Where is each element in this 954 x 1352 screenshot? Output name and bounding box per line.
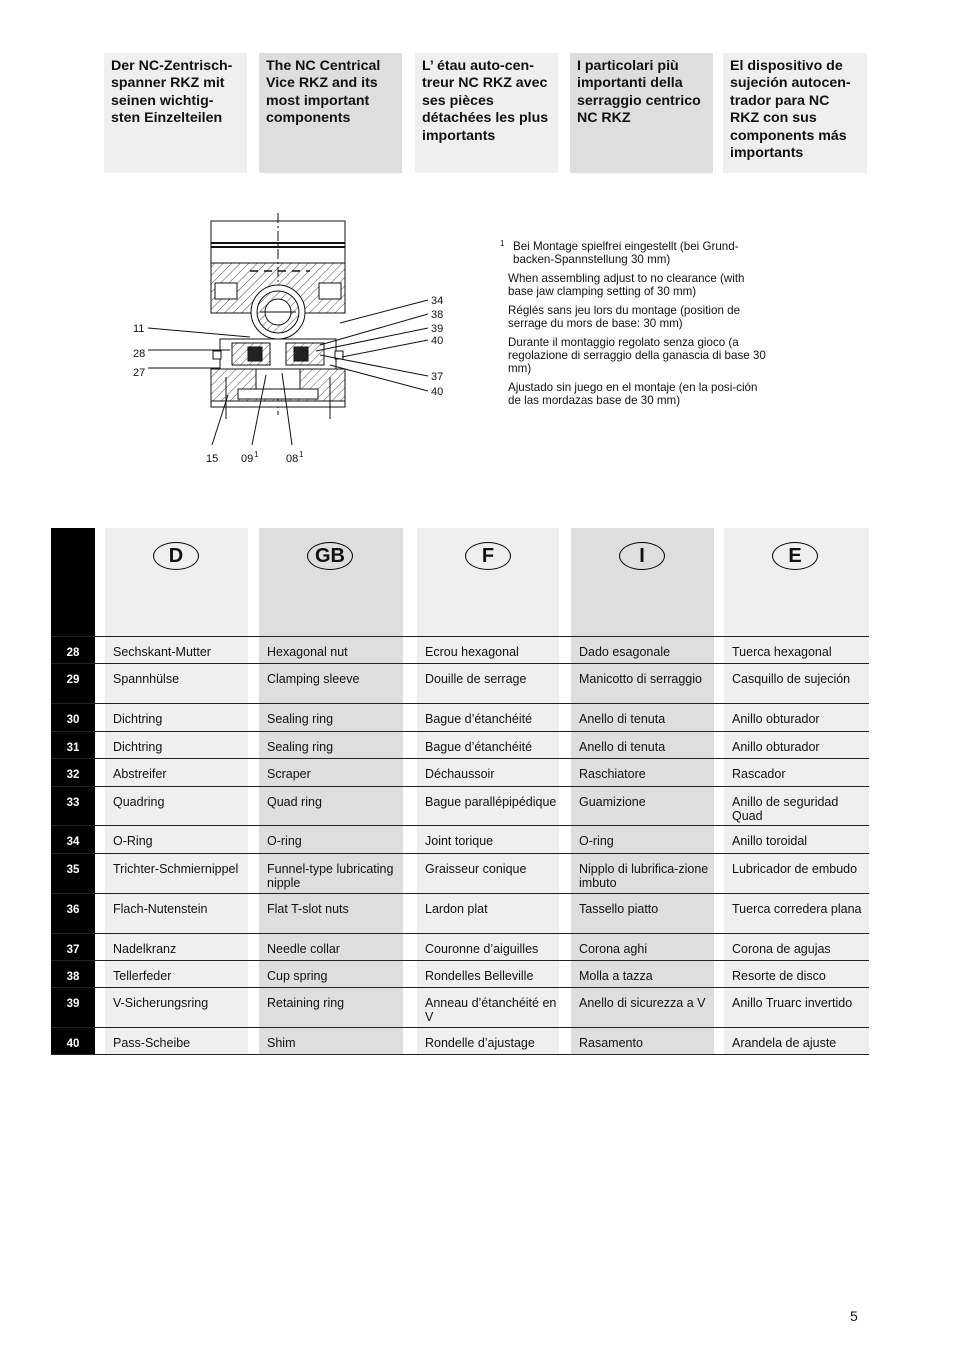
note-es: Ajustado sin juego en el montaje (en la posi-ción de las mordazas base de 30 mm) — [508, 381, 758, 407]
table-row — [51, 933, 869, 960]
part-name-i: Manicotto di serraggio — [571, 664, 714, 703]
label-40a: 40 — [431, 335, 444, 347]
lang-col-e — [724, 528, 869, 636]
part-name-f: Anneau d’étanchéité en V — [417, 988, 559, 1027]
part-name-f: Rondelles Belleville — [417, 961, 559, 987]
label-09: 09 — [241, 453, 254, 465]
part-name-e: Anillo toroidal — [724, 826, 869, 853]
part-name-f: Lardon plat — [417, 894, 559, 933]
part-name-gb: Clamping sleeve — [259, 664, 403, 703]
note-it: Durante il montaggio regolato senza gioco (a regolazione di serraggio della ganascia di base 30 mm) — [508, 336, 766, 375]
part-name-f: Couronne d’aiguilles — [417, 934, 559, 960]
part-name-f: Douille de serrage — [417, 664, 559, 703]
label-27: 27 — [133, 367, 146, 379]
vice-section-drawing — [120, 205, 450, 475]
table-body — [51, 636, 869, 1055]
table-row — [51, 987, 869, 1027]
label-08: 08 — [286, 453, 299, 465]
part-number: 37 — [51, 934, 95, 960]
table-row — [51, 1027, 869, 1055]
part-name-i: Corona aghi — [571, 934, 714, 960]
part-number: 32 — [51, 759, 95, 786]
table-row — [51, 731, 869, 758]
part-name-f: Ecrou hexagonal — [417, 637, 559, 663]
part-name-d: Nadelkranz — [105, 934, 248, 960]
part-name-gb: Hexagonal nut — [259, 637, 403, 663]
part-name-d: Spannhülse — [105, 664, 248, 703]
part-name-e: Anillo de seguridad Quad — [724, 787, 869, 825]
note-mark: 1 — [500, 239, 505, 248]
lang-col-d — [105, 528, 248, 636]
part-number: 38 — [51, 961, 95, 987]
part-number: 36 — [51, 894, 95, 933]
lang-col-gb — [259, 528, 403, 636]
note-de-text: Bei Montage spielfrei eingestellt (bei Grund-backen-Spannstellung 30 mm) — [513, 240, 739, 266]
label-40b: 40 — [431, 386, 444, 398]
part-name-i: Molla a tazza — [571, 961, 714, 987]
table-row — [51, 825, 869, 853]
table-row — [51, 960, 869, 987]
part-name-i: Anello di tenuta — [571, 704, 714, 731]
part-name-d: O-Ring — [105, 826, 248, 853]
part-name-f: Bague d’étanchéité — [417, 704, 559, 731]
part-name-i: Tassello piatto — [571, 894, 714, 933]
part-number: 30 — [51, 704, 95, 731]
part-number: 39 — [51, 988, 95, 1027]
part-name-e: Tuerca hexagonal — [724, 637, 869, 663]
table-row — [51, 758, 869, 786]
part-name-i: Rasamento — [571, 1028, 714, 1054]
part-number: 31 — [51, 732, 95, 758]
part-name-gb: Funnel-type lubricating nipple — [259, 854, 403, 893]
part-name-d: Tellerfeder — [105, 961, 248, 987]
table-row — [51, 893, 869, 933]
lang-badge-f: F — [465, 542, 511, 570]
lang-badge-d: D — [153, 542, 199, 570]
part-name-gb: Quad ring — [259, 787, 403, 825]
lang-badge-i: I — [619, 542, 665, 570]
part-name-d: Dichtring — [105, 732, 248, 758]
heading-fr: L’ étau auto-cen-treur NC RKZ avec ses pièces détachées les plus importants — [415, 53, 558, 173]
label-37: 37 — [431, 371, 444, 383]
note-fr: Réglés sans jeu lors du montage (position de serrage du mors de base: 30 mm) — [508, 304, 741, 330]
part-name-e: Rascador — [724, 759, 869, 786]
part-name-e: Anillo Truarc invertido — [724, 988, 869, 1027]
footnotes — [500, 240, 770, 413]
part-name-i: Guamizione — [571, 787, 714, 825]
part-name-gb: Retaining ring — [259, 988, 403, 1027]
part-name-d: V-Sicherungsring — [105, 988, 248, 1027]
part-name-gb: O-ring — [259, 826, 403, 853]
part-number: 40 — [51, 1028, 95, 1054]
part-name-e: Casquillo de sujeción — [724, 664, 869, 703]
part-name-gb: Scraper — [259, 759, 403, 786]
part-name-e: Anillo obturador — [724, 732, 869, 758]
label-34: 34 — [431, 295, 444, 307]
part-name-i: Raschiatore — [571, 759, 714, 786]
part-number: 35 — [51, 854, 95, 893]
part-name-d: Trichter-Schmiernippel — [105, 854, 248, 893]
part-name-i: Nipplo di lubrifica-zione imbuto — [571, 854, 714, 893]
part-name-e: Resorte de disco — [724, 961, 869, 987]
part-name-f: Rondelle d’ajustage — [417, 1028, 559, 1054]
lang-badge-gb: GB — [307, 542, 353, 570]
part-name-f: Graisseur conique — [417, 854, 559, 893]
parts-table — [51, 528, 869, 1055]
part-name-gb: Shim — [259, 1028, 403, 1054]
part-name-d: Pass-Scheibe — [105, 1028, 248, 1054]
part-name-f: Déchaussoir — [417, 759, 559, 786]
lang-col-i — [571, 528, 714, 636]
table-header — [51, 528, 869, 636]
label-09-mark: 1 — [254, 450, 259, 459]
part-number: 29 — [51, 664, 95, 703]
part-name-d: Sechskant-Mutter — [105, 637, 248, 663]
part-name-i: Anello di sicurezza a V — [571, 988, 714, 1027]
part-name-d: Abstreifer — [105, 759, 248, 786]
heading-es: El dispositivo de sujeción autocen-trador para NC RKZ con sus components más importants — [723, 53, 867, 173]
lang-col-f — [417, 528, 559, 636]
part-number: 33 — [51, 787, 95, 825]
part-name-d: Quadring — [105, 787, 248, 825]
label-28: 28 — [133, 348, 146, 360]
part-number: 28 — [51, 637, 95, 663]
part-name-gb: Needle collar — [259, 934, 403, 960]
label-38: 38 — [431, 309, 444, 321]
part-name-gb: Cup spring — [259, 961, 403, 987]
part-name-gb: Sealing ring — [259, 704, 403, 731]
table-row — [51, 636, 869, 663]
part-name-e: Corona de agujas — [724, 934, 869, 960]
table-row — [51, 703, 869, 731]
table-row — [51, 853, 869, 893]
lang-badge-e: E — [772, 542, 818, 570]
part-name-d: Dichtring — [105, 704, 248, 731]
label-11: 11 — [133, 323, 145, 335]
label-15: 15 — [206, 453, 219, 465]
heading-it: I particolari più importanti della serraggio centrico NC RKZ — [570, 53, 713, 173]
part-name-e: Tuerca corredera plana — [724, 894, 869, 933]
heading-gb: The NC Centrical Vice RKZ and its most important components — [259, 53, 402, 173]
part-name-i: Dado esagonale — [571, 637, 714, 663]
note-de — [500, 239, 770, 266]
page-number: 5 — [850, 1308, 858, 1324]
part-name-i: O-ring — [571, 826, 714, 853]
part-name-gb: Flat T-slot nuts — [259, 894, 403, 933]
number-column-header — [51, 528, 95, 636]
part-number: 34 — [51, 826, 95, 853]
note-gb: When assembling adjust to no clearance (with base jaw clamping setting of 30 mm) — [508, 272, 745, 298]
part-name-gb: Sealing ring — [259, 732, 403, 758]
table-row — [51, 663, 869, 703]
part-name-d: Flach-Nutenstein — [105, 894, 248, 933]
part-name-f: Joint torique — [417, 826, 559, 853]
part-name-f: Bague d’étanchéité — [417, 732, 559, 758]
part-name-e: Lubricador de embudo — [724, 854, 869, 893]
label-39: 39 — [431, 323, 444, 335]
heading-de: Der NC-Zentrisch-spanner RKZ mit seinen wichtig-sten Einzelteilen — [104, 53, 247, 173]
part-name-e: Anillo obturador — [724, 704, 869, 731]
label-08-mark: 1 — [299, 450, 304, 459]
part-name-i: Anello di tenuta — [571, 732, 714, 758]
part-name-e: Arandela de ajuste — [724, 1028, 869, 1054]
table-row — [51, 786, 869, 825]
part-name-f: Bague parallépipédique — [417, 787, 559, 825]
